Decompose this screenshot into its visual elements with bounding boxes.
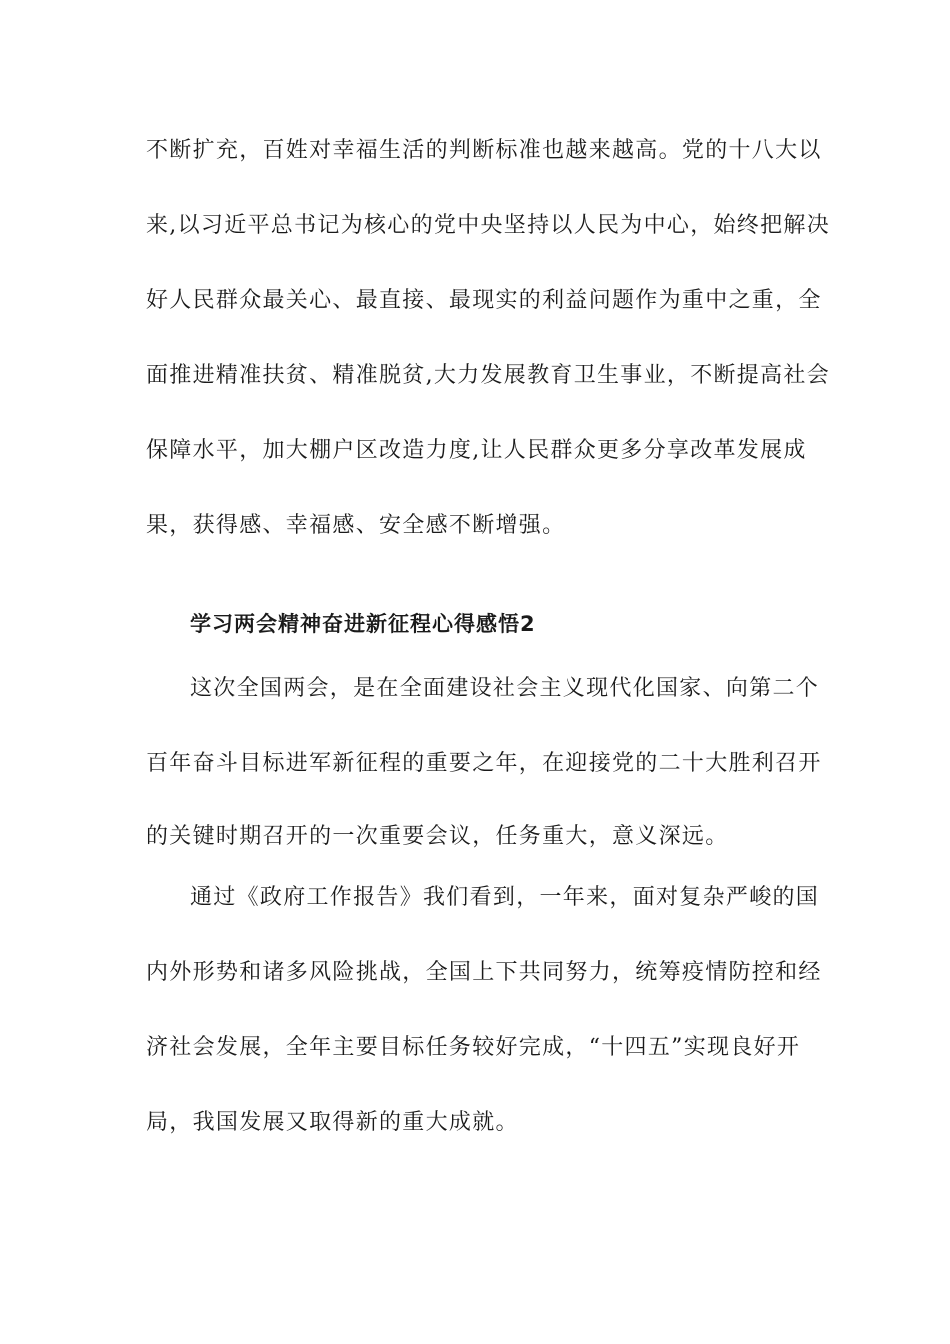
section-heading: 学习两会精神奋进新征程心得感悟2 [190,612,536,636]
paragraph-line: 内外形势和诸多风险挑战，全国上下共同努力，统筹疫情防控和经 [146,960,822,985]
paragraph-line: 好人民群众最关心、最直接、最现实的利益问题作为重中之重，全 [146,288,822,313]
paragraph-line: 保障水平，加大棚户区改造力度,让人民群众更多分享改革发展成 [146,438,807,463]
paragraph-line: 来,以习近平总书记为核心的党中央坚持以人民为中心，始终把解决 [146,213,830,238]
paragraph-line: 济社会发展，全年主要目标任务较好完成，“十四五”实现良好开 [146,1035,801,1060]
paragraph-line: 果，获得感、幸福感、安全感不断增强。 [146,513,566,538]
paragraph-line: 不断扩充，百姓对幸福生活的判断标准也越来越高。党的十八大以 [146,138,822,163]
paragraph-line: 这次全国两会，是在全面建设社会主义现代化国家、向第二个 [190,676,820,701]
paragraph-line: 的关键时期召开的一次重要会议，任务重大，意义深远。 [146,824,729,849]
paragraph-line: 面推进精准扶贫、精准脱贫,大力发展教育卫生事业，不断提高社会 [146,363,830,388]
paragraph-line: 通过《政府工作报告》我们看到，一年来，面对复杂严峻的国 [190,885,820,910]
paragraph-line: 局，我国发展又取得新的重大成就。 [146,1110,519,1135]
paragraph-line: 百年奋斗目标进军新征程的重要之年，在迎接党的二十大胜利召开 [146,751,822,776]
